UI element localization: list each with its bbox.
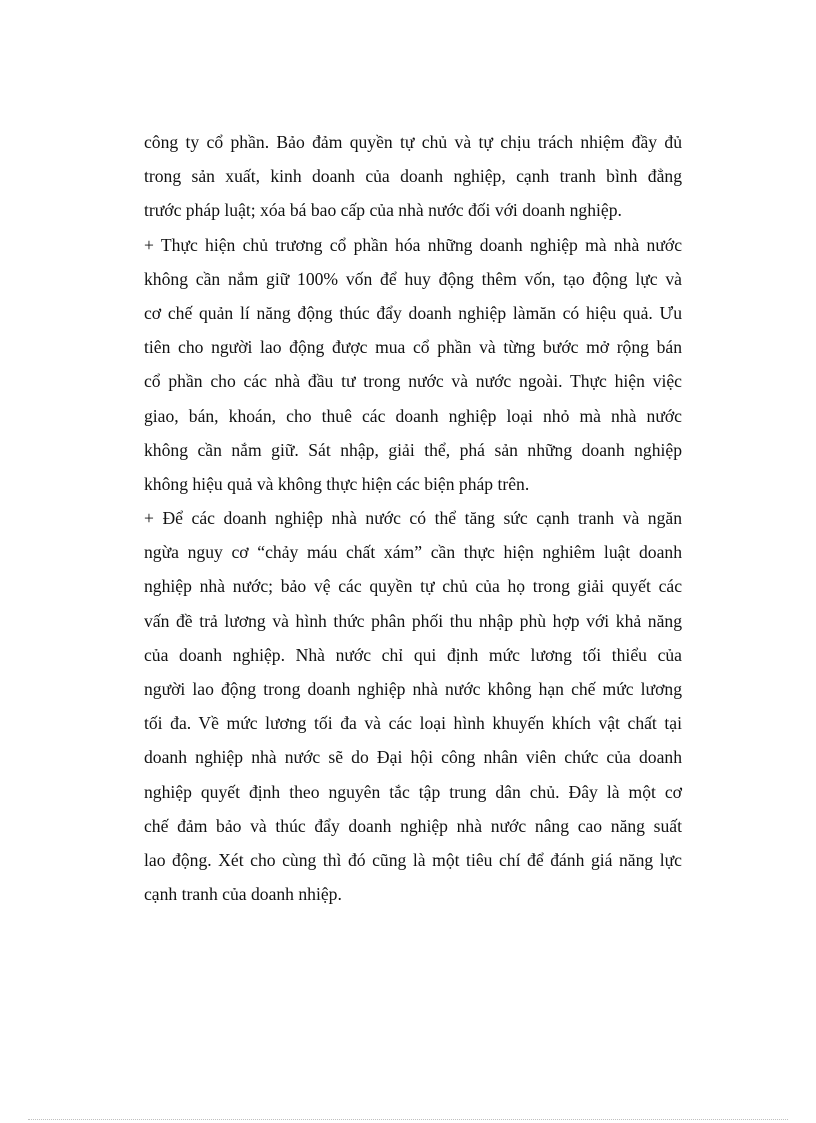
body-text: [144, 125, 682, 911]
text-line: + Thực hiện chủ trương cổ phần hóa những doanh nghiệp mà nhà nước: [144, 234, 682, 255]
text-line: lao động. Xét cho cùng thì đó cũng là một tiêu chí để đánh giá năng lực: [144, 849, 682, 870]
text-line: chế đảm bảo và thúc đẩy doanh nghiệp nhà nước nâng cao năng suất: [144, 815, 682, 836]
text-line: của doanh nghiệp. Nhà nước chỉ qui định mức lương tối thiểu của: [144, 644, 682, 665]
text-line: người lao động trong doanh nghiệp nhà nước không hạn chế mức lương: [144, 679, 682, 699]
text-line: cổ phần cho các nhà đầu tư trong nước và nước ngoài. Thực hiện việc: [144, 371, 682, 392]
text-line: cơ chế quản lí năng động thúc đẩy doanh nghiệp làmăn có hiệu quả. Ưu: [144, 302, 682, 323]
text-line: trước pháp luật; xóa bá bao cấp của nhà nước đối với doanh nghiệp.: [144, 200, 622, 221]
text-line: doanh nghiệp nhà nước sẽ do Đại hội công nhân viên chức của doanh: [144, 747, 682, 768]
page-bottom-divider: [28, 1119, 788, 1120]
text-line: ngừa nguy cơ “chảy máu chất xám” cần thực hiện nghiêm luật doanh: [144, 542, 682, 563]
text-line: không cần nắm giữ 100% vốn để huy động thêm vốn, tạo động lực và: [144, 268, 682, 289]
text-line: tối đa. Về mức lương tối đa và các loại hình khuyến khích vật chất tại: [144, 713, 682, 734]
text-line: giao, bán, khoán, cho thuê các doanh nghiệp loại nhỏ mà nhà nước: [144, 405, 682, 426]
text-line: không cần nắm giữ. Sát nhập, giải thể, phá sản những doanh nghiệp: [144, 439, 682, 460]
text-line: trong sản xuất, kinh doanh của doanh nghiệp, cạnh tranh bình đẳng: [144, 166, 682, 187]
text-line: vấn đề trả lương và hình thức phân phối thu nhập phù hợp với khả năng: [144, 610, 682, 631]
text-line: tiên cho người lao động được mua cổ phần và từng bước mở rộng bán: [144, 337, 682, 358]
text-line: công ty cổ phần. Bảo đảm quyền tự chủ và tự chịu trách nhiệm đầy đủ: [144, 132, 682, 152]
text-line: cạnh tranh của doanh nhiệp.: [144, 884, 342, 905]
text-line: không hiệu quả và không thực hiện các biện pháp trên.: [144, 473, 530, 494]
text-line: nghiệp nhà nước; bảo vệ các quyền tự chủ của họ trong giải quyết các: [144, 576, 682, 597]
text-line: + Để các doanh nghiệp nhà nước có thể tăng sức cạnh tranh và ngăn: [144, 508, 682, 529]
text-line: nghiệp quyết định theo nguyên tắc tập trung dân chủ. Đây là một cơ: [144, 781, 682, 802]
